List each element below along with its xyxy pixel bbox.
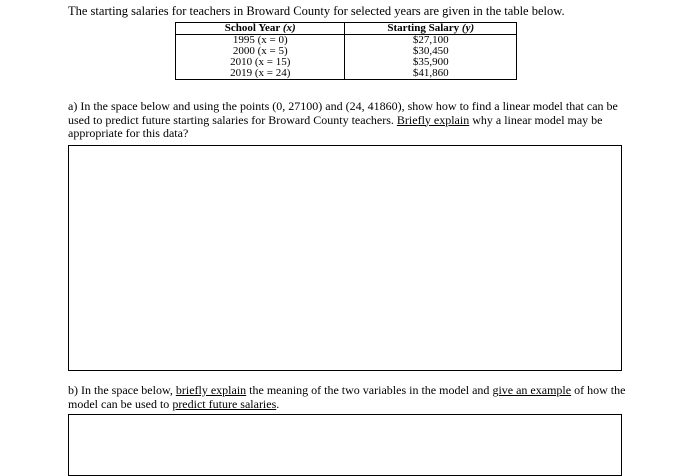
table-row: [176, 46, 517, 57]
table-header-row: [176, 23, 517, 35]
x-value: (x = 0): [257, 34, 288, 46]
answer-box-b[interactable]: [68, 414, 622, 476]
question-a: [68, 100, 628, 141]
question-b-emphasis: predict future salaries: [172, 396, 277, 411]
question-b: [68, 384, 628, 411]
question-b-text: b) In the space below,: [68, 383, 176, 397]
table-row: [176, 35, 517, 47]
x-value: (x = 5): [257, 45, 288, 57]
header-variable: (y): [461, 22, 475, 34]
header-starting-salary: [345, 23, 517, 35]
salary-cell: $27,100: [345, 35, 517, 47]
x-value: (x = 15): [254, 56, 291, 68]
year-value: 2019: [230, 67, 253, 79]
question-b-text: of how the model can be used to: [68, 383, 626, 411]
answer-box-a[interactable]: [68, 145, 622, 371]
intro-text: The starting salaries for teachers in Broward County for selected years are given in the table below.: [68, 4, 565, 18]
table-row: [176, 57, 517, 68]
header-label: School Year: [224, 22, 281, 34]
x-value: (x = 24): [254, 67, 291, 79]
question-b-emphasis: briefly explain: [175, 383, 247, 397]
salary-cell: $35,900: [345, 57, 517, 68]
question-b-text: .: [276, 396, 280, 411]
question-b-text: the meaning of the two variables in the model and: [246, 383, 493, 397]
question-b-emphasis: give an example: [492, 383, 572, 397]
question-a-text: why a linear model may be appropriate for this data?: [68, 112, 603, 140]
header-school-year: [176, 23, 345, 35]
salary-cell: $30,450: [345, 46, 517, 57]
year-cell: [176, 68, 345, 80]
salary-table: [175, 22, 517, 80]
header-variable: (x): [282, 22, 296, 34]
question-a-text: a) In the space below and using the points (0, 27100) and (24, 41860), show how to find a linear model that can be used to predict future starting salaries for Broward County teachers.: [68, 99, 618, 127]
question-a-emphasis: Briefly explain: [396, 112, 470, 127]
table-row: [176, 68, 517, 80]
year-value: 2000: [232, 45, 255, 57]
year-value: 2010: [230, 56, 253, 68]
salary-cell: $41,860: [345, 68, 517, 80]
year-value: 1995: [232, 34, 255, 46]
header-label: Starting Salary: [387, 22, 460, 34]
